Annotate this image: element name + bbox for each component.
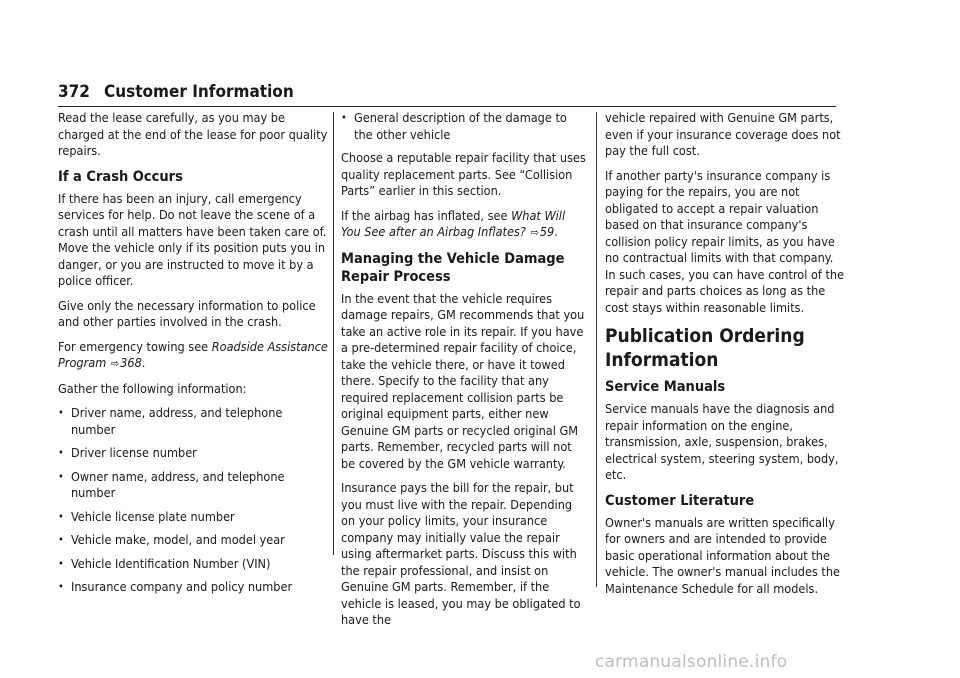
- section-title: Customer Information: [104, 82, 294, 102]
- list-item: • Owner name, address, and telephone number: [58, 468, 285, 500]
- column-3: [605, 110, 845, 605]
- roadside-page-ref[interactable]: 368: [120, 355, 142, 370]
- list-item: • General description of the damage to the other vehicle: [341, 110, 567, 142]
- service-manuals-heading: Service Manuals: [605, 379, 726, 395]
- managing-paragraph-2: Insurance pays the bill for the repair, but you must live with the repair. Depending on your policy limits, your insurance company may initially value the repair using aftermarket parts. Discuss this with the repair professional, and insist on Genuine GM parts. Remember, if the vehicle is leased, you may be obligated to have the: [341, 480, 581, 627]
- column-2: [341, 110, 587, 637]
- service-manuals-paragraph: Service manuals have the diagnosis and repair information on the engine, transmission, axle, suspension, brakes, electrical system, steering system, body, etc.: [605, 401, 839, 482]
- bullet-icon: •: [58, 509, 64, 523]
- column-divider-2: [596, 112, 597, 587]
- list-item: • Vehicle license plate number: [58, 508, 235, 524]
- bullet-icon: •: [58, 533, 64, 546]
- airbag-paragraph: If the airbag has inflated, see What Will You See after an Airbag Inflates? ⇨59.: [341, 207, 566, 239]
- roadside-assistance-link[interactable]: Roadside Assistance Program: [58, 338, 328, 370]
- customer-literature-paragraph: Owner's manuals are written specifically for owners and are intended to provide basic operational information about the vehicle. The owner's manual includes the Maintenance Schedule for all models.: [605, 514, 841, 596]
- lease-paragraph: Read the lease carefully, as you may be charged at the end of the lease for poor quality repairs.: [58, 110, 328, 158]
- list-item: • Driver name, address, and telephone number: [58, 405, 283, 437]
- crash-paragraph-1: If there has been an injury, call emergency services for help. Do not leave the scene of a crash until all matters have been taken care of. Move the vehicle only if its position puts you in danger, or you are instructed to move it by a police officer.: [58, 190, 327, 288]
- managing-paragraph-1: In the event that the vehicle requires damage repairs, GM recommends that you take an active role in its repair. If you have a pre-determined repair facility of choice, take the vehicle there, or have it towed there. Specify to the facility that any required replacement collision parts be original equipment parts, either new Genuine GM parts or recycled original GM parts. Remember, recycled parts will not be covered by the GM vehicle warranty.: [341, 290, 585, 471]
- facility-paragraph: Choose a reputable repair facility that uses quality replacement parts. See “Collision Parts” earlier in this section.: [341, 150, 586, 198]
- list-item: • Vehicle make, model, and model year: [58, 532, 285, 547]
- continued-paragraph: vehicle repaired with Genuine GM parts, even if your insurance coverage does not pay the full cost.: [605, 110, 841, 158]
- managing-repair-heading: Managing the Vehicle Damage Repair Process: [341, 250, 565, 285]
- column-1: [58, 110, 328, 603]
- airbag-page-ref[interactable]: 59: [539, 224, 555, 239]
- page-header: [58, 80, 836, 107]
- column-divider-1: [333, 112, 334, 555]
- customer-literature-heading: Customer Literature: [605, 492, 755, 509]
- publication-heading: Publication Ordering Information: [605, 325, 805, 371]
- list-item: • Insurance company and policy number: [58, 579, 293, 594]
- bullet-icon: •: [58, 580, 64, 593]
- page-number: 372: [58, 82, 90, 102]
- info-bullet-list: [58, 405, 328, 596]
- crash-paragraph-2: Give only the necessary information to police and other parties involved in the crash.: [58, 297, 316, 329]
- bullet-icon: •: [58, 556, 64, 570]
- info-bullet-list-continued: [341, 110, 587, 143]
- crash-heading: If a Crash Occurs: [58, 168, 183, 185]
- list-item: • Vehicle Identification Number (VIN): [58, 555, 271, 571]
- watermark: carmanualsonline.info: [595, 652, 788, 672]
- bullet-icon: •: [58, 406, 64, 419]
- towing-paragraph: For emergency towing see Roadside Assistance Program ⇨368.: [58, 338, 328, 370]
- airbag-link[interactable]: What Will You See after an Airbag Inflates?: [341, 207, 566, 239]
- bullet-icon: •: [58, 469, 64, 483]
- cross-reference-icon: ⇨: [110, 357, 120, 370]
- gather-paragraph: Gather the following information:: [58, 380, 247, 396]
- bullet-icon: •: [58, 446, 64, 459]
- bullet-icon: •: [341, 111, 347, 124]
- other-party-paragraph: If another party's insurance company is paying for the repairs, you are not obligated to accept a repair valuation based on that insurance company's collision policy repair limits, as you have no contractual limits with that company. In such cases, you can have control of the repair and parts choices as long as the cost stays within reasonable limits.: [605, 167, 845, 315]
- list-item: • Driver license number: [58, 445, 197, 460]
- cross-reference-icon: ⇨: [530, 226, 539, 239]
